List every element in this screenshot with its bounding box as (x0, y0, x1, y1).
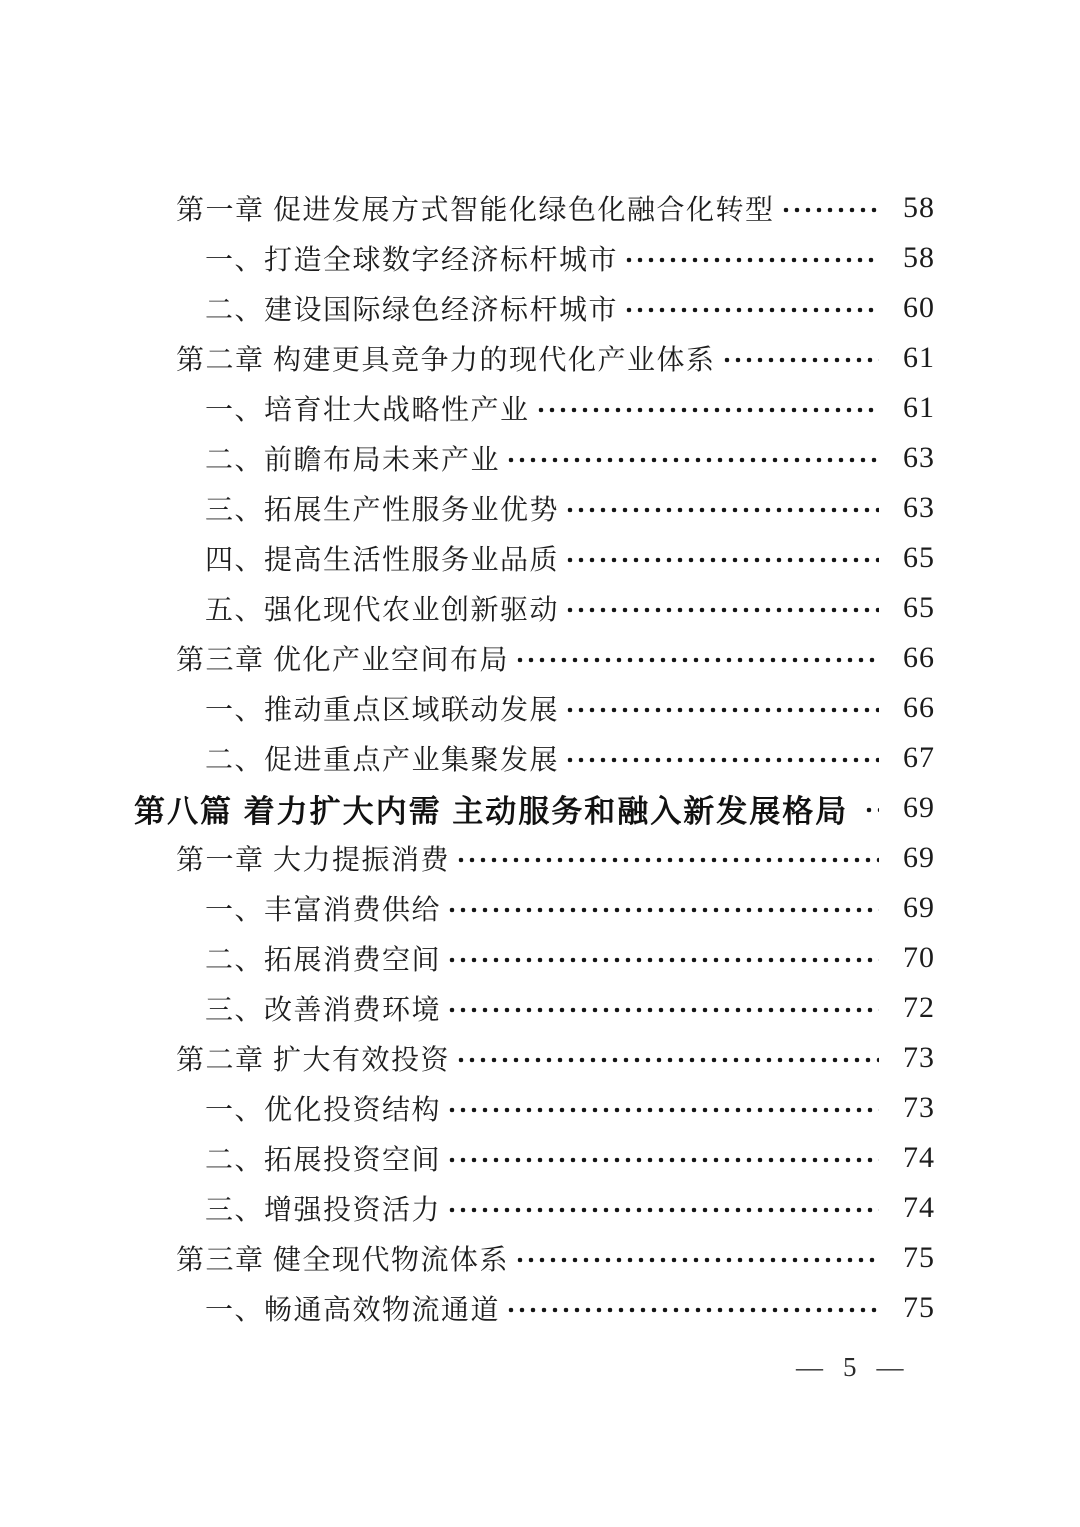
page-footer (796, 1352, 904, 1383)
toc-entry-part (134, 783, 935, 833)
toc-entry-chapter (134, 333, 935, 383)
toc-entry-page-number: 75 (903, 1291, 935, 1324)
toc-entry-page-number: 67 (903, 741, 935, 774)
toc-entry-page-number: 75 (903, 1241, 935, 1274)
dot-leader (449, 1207, 879, 1213)
toc-entry-sub (134, 983, 935, 1033)
toc-entry-title: 一、打造全球数字经济标杆城市 (205, 245, 619, 276)
toc-entry-title: 二、前瞻布局未来产业 (205, 445, 501, 476)
dot-leader (567, 607, 879, 613)
dot-leader (866, 807, 879, 813)
toc-entry-title: 第一章 促进发展方式智能化绿色化融合化转型 (176, 195, 775, 226)
dot-leader (567, 557, 879, 563)
toc-entry-sub (134, 933, 935, 983)
toc-entry-sub (134, 383, 935, 433)
toc-entry-title: 四、提高生活性服务业品质 (205, 545, 560, 576)
toc-entry-page-number: 63 (903, 441, 935, 474)
toc-entry-title: 二、建设国际绿色经济标杆城市 (205, 295, 619, 326)
dot-leader (458, 1057, 879, 1063)
toc-entry-sub (134, 1183, 935, 1233)
toc-entry-title: 二、促进重点产业集聚发展 (205, 745, 560, 776)
toc-entry-page-number: 72 (903, 991, 935, 1024)
toc-entry-sub (134, 883, 935, 933)
dot-leader (783, 207, 879, 213)
toc-entry-page-number: 65 (903, 591, 935, 624)
toc-entry-title: 一、优化投资结构 (205, 1095, 442, 1126)
toc-entry-page-number: 58 (903, 191, 935, 224)
toc-entry-page-number: 69 (903, 891, 935, 924)
dot-leader (567, 507, 879, 513)
dot-leader (449, 907, 879, 913)
toc-entry-title: 一、畅通高效物流通道 (205, 1295, 501, 1326)
toc-entry-chapter (134, 1233, 935, 1283)
toc-entry-title: 第三章 优化产业空间布局 (176, 645, 510, 676)
dot-leader (449, 957, 879, 963)
dot-leader (508, 1307, 879, 1313)
dot-leader (517, 657, 879, 663)
toc-entry-sub (134, 1283, 935, 1333)
toc-entry-sub (134, 433, 935, 483)
toc-entry-sub (134, 533, 935, 583)
footer-right-dash: — (876, 1352, 904, 1382)
toc-entry-title: 第三章 健全现代物流体系 (176, 1245, 510, 1276)
footer-page-number: 5 (843, 1352, 857, 1382)
toc-entry-page-number: 66 (903, 641, 935, 674)
toc-entry-title: 三、改善消费环境 (205, 995, 442, 1026)
toc-entry-page-number: 61 (903, 391, 935, 424)
dot-leader (724, 357, 879, 363)
dot-leader (449, 1157, 879, 1163)
toc-entry-page-number: 61 (903, 341, 935, 374)
toc-entry-chapter (134, 633, 935, 683)
toc-entry-title: 一、丰富消费供给 (205, 895, 442, 926)
toc-entry-page-number: 73 (903, 1091, 935, 1124)
toc-entry-sub (134, 1083, 935, 1133)
dot-leader (517, 1257, 879, 1263)
dot-leader (508, 457, 879, 463)
toc-entry-sub (134, 583, 935, 633)
toc-entry-title: 一、推动重点区域联动发展 (205, 695, 560, 726)
toc-entry-sub (134, 283, 935, 333)
toc-entry-page-number: 60 (903, 291, 935, 324)
dot-leader (567, 707, 879, 713)
toc-entry-page-number: 74 (903, 1141, 935, 1174)
dot-leader (458, 857, 879, 863)
toc-entry-title: 二、拓展投资空间 (205, 1145, 442, 1176)
toc-entry-page-number: 66 (903, 691, 935, 724)
toc-list (134, 183, 935, 1333)
toc-entry-page-number: 65 (903, 541, 935, 574)
toc-entry-title: 二、拓展消费空间 (205, 945, 442, 976)
toc-entry-title: 第一章 大力提振消费 (176, 845, 451, 876)
toc-entry-title: 第二章 扩大有效投资 (176, 1045, 451, 1076)
toc-entry-chapter (134, 183, 935, 233)
toc-entry-title: 三、增强投资活力 (205, 1195, 442, 1226)
toc-entry-title: 三、拓展生产性服务业优势 (205, 495, 560, 526)
toc-entry-title: 五、强化现代农业创新驱动 (205, 595, 560, 626)
dot-leader (449, 1107, 879, 1113)
dot-leader (449, 1007, 879, 1013)
toc-entry-sub (134, 1133, 935, 1183)
dot-leader (626, 257, 879, 263)
footer-left-dash: — (796, 1352, 823, 1382)
toc-entry-page-number: 69 (903, 791, 935, 824)
toc-entry-title: 一、培育壮大战略性产业 (205, 395, 530, 426)
toc-entry-page-number: 69 (903, 841, 935, 874)
toc-entry-title: 第八篇 着力扩大内需 主动服务和融入新发展格局 (134, 793, 849, 829)
toc-entry-page-number: 58 (903, 241, 935, 274)
toc-entry-page-number: 73 (903, 1041, 935, 1074)
toc-entry-sub (134, 233, 935, 283)
dot-leader (567, 757, 879, 763)
toc-entry-chapter (134, 833, 935, 883)
toc-entry-page-number: 70 (903, 941, 935, 974)
toc-entry-sub (134, 683, 935, 733)
toc-entry-title: 第二章 构建更具竞争力的现代化产业体系 (176, 345, 716, 376)
toc-entry-sub (134, 733, 935, 783)
toc-entry-sub (134, 483, 935, 533)
toc-entry-chapter (134, 1033, 935, 1083)
dot-leader (538, 407, 879, 413)
dot-leader (626, 307, 879, 313)
toc-entry-page-number: 63 (903, 491, 935, 524)
toc-entry-page-number: 74 (903, 1191, 935, 1224)
